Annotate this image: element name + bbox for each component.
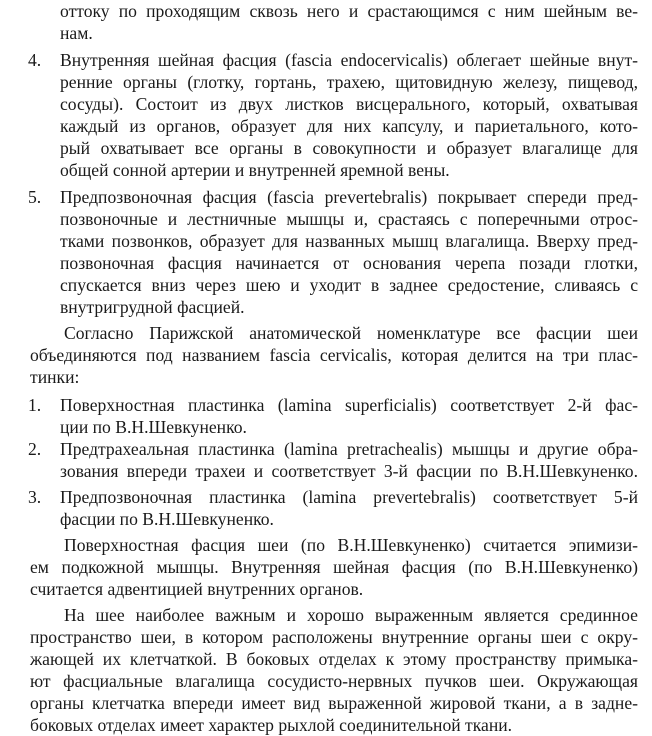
- text-line: пространство шеи, в котором расположены внутренние органы шеи с окру-: [30, 627, 638, 647]
- list-number: 2.: [28, 439, 42, 459]
- list-number: 3.: [28, 487, 42, 507]
- text-line: жающей их клетчаткой. В боковых отделах к этому пространству примыка-: [30, 649, 638, 669]
- text-line: тинки:: [30, 367, 80, 387]
- text-line: объединяются под названием fascia cervicalis, которая делится на три плас-: [30, 345, 638, 365]
- text-line: ют фасциальные влагалища сосудисто-нервных пучков шеи. Окружающая: [30, 671, 638, 691]
- text-line: сосуды). Состоит из двух листков висцерального, который, охватывая: [60, 94, 638, 114]
- text-line: Поверхностная фасция шеи (по В.Н.Шевкуненко) считается эпимизи-: [64, 535, 638, 555]
- text-line: каждый из органов, образует для них капсулу, и париетального, кото-: [60, 116, 638, 136]
- text-line: органы клетчатка впереди имеет вид выраженной жировой ткани, а в задне-: [30, 693, 638, 713]
- text-line: На шее наиболее важным и хорошо выраженным является срединное: [64, 605, 638, 625]
- text-line: Поверхностная пластинка (lamina superficialis) соответствует 2-й фас-: [60, 395, 638, 415]
- text-line: тками позвонков, образует для названных мышц влагалища. Вверху пред-: [60, 231, 638, 251]
- list-number: 5.: [28, 187, 42, 207]
- text-line: позвоночная фасция начинается от основания черепа позади глотки,: [60, 253, 638, 273]
- list-number: 1.: [28, 395, 42, 415]
- text-line: боковых отделах имеет характер рыхлой соединительной ткани.: [30, 715, 513, 735]
- text-line: фасции по В.Н.Шевкуненко.: [60, 509, 274, 529]
- text-line: внутригрудной фасцией.: [60, 297, 245, 317]
- text-line: общей сонной артерии и внутренней яремной вены.: [60, 160, 450, 180]
- text-line: Предтрахеальная пластинка (lamina pretrachealis) мышцы и другие обра-: [60, 439, 638, 459]
- text-line: Предпозвоночная пластинка (lamina prevertebralis) соответствует 5-й: [60, 487, 638, 507]
- text-line: зования впереди трахеи и соответствует 3-й фасции по В.Н.Шевкуненко.: [60, 461, 638, 481]
- text-line: рый охватывает все органы в совокупности и образует влагалище для: [60, 138, 638, 158]
- text-line: спускается вниз через шею и уходит в заднее средостение, сливаясь с: [60, 275, 638, 295]
- text-line: Согласно Парижской анатомической номенклатуре все фасции шеи: [64, 323, 638, 343]
- text-line: Внутренняя шейная фасция (fascia endocervicalis) облегает шейные внут-: [60, 50, 638, 70]
- text-line: ем подкожной мышцы. Внутренняя шейная фасция (по В.Н.Шевкуненко): [30, 557, 638, 577]
- list-number: 4.: [28, 50, 42, 70]
- text-line: ции по В.Н.Шевкуненко.: [60, 417, 247, 437]
- text-line: позвоночные и лестничные мышцы и, срастаясь с поперечными отрос-: [60, 209, 638, 229]
- text-line: нам.: [60, 23, 93, 43]
- text-line: ренние органы (глотку, гортань, трахею, щитовидную железу, пищевод,: [60, 72, 638, 92]
- text-line: Предпозвоночная фасция (fascia prevertebralis) покрывает спереди пред-: [60, 187, 638, 207]
- text-line: оттоку по проходящим сквозь него и срастающимся с ним шейным ве-: [60, 1, 638, 21]
- text-line: считается адвентицией внутренних органов.: [30, 579, 364, 599]
